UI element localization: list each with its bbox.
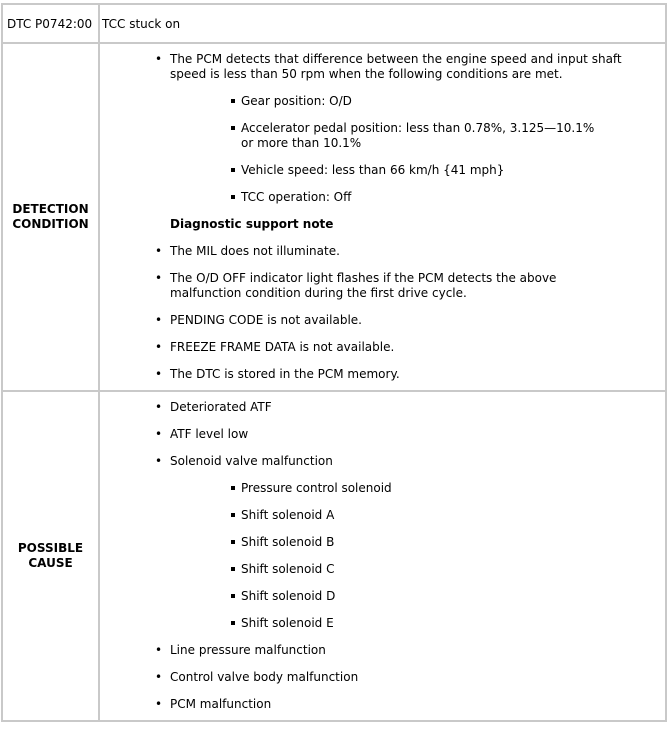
possible-cause-row [2, 391, 666, 721]
detection-main-item: • The PCM detects that difference between the engine speed and input shaft speed is less than 50 rpm when the following conditions are met. [100, 52, 665, 82]
condition-item: Vehicle speed: less than 66 km/h {41 mph} [100, 163, 665, 178]
solenoid-item: Shift solenoid B [100, 535, 665, 550]
condition-item: TCC operation: Off [100, 190, 665, 205]
note-item: • FREEZE FRAME DATA is not available. [100, 340, 665, 355]
diagnostic-notes-list [100, 244, 665, 382]
dtc-table [1, 3, 667, 722]
solenoid-item: Pressure control solenoid [100, 481, 665, 496]
solenoid-item: Shift solenoid E [100, 616, 665, 631]
cause-label-line2: CAUSE [28, 556, 73, 570]
cause-label-line1: POSSIBLE [17, 541, 84, 555]
header-row [2, 4, 666, 43]
detection-condition-label [2, 43, 99, 391]
note-item: • The DTC is stored in the PCM memory. [100, 367, 665, 382]
cause-item: • Line pressure malfunction [100, 643, 665, 658]
note-item: • The MIL does not illuminate. [100, 244, 665, 259]
cause-bottom-list [100, 643, 665, 712]
note-item: • PENDING CODE is not available. [100, 313, 665, 328]
detection-condition-content [99, 43, 666, 391]
detection-label-line2: CONDITION [12, 217, 89, 231]
detection-condition-row [2, 43, 666, 391]
cause-item: • Deteriorated ATF [100, 400, 665, 415]
detection-conditions-list [100, 94, 665, 205]
cause-item: • Control valve body malfunction [100, 670, 665, 685]
possible-cause-label [2, 391, 99, 721]
note-item: • The O/D OFF indicator light flashes if the PCM detects the above malfunction condition during the first drive cycle. [100, 271, 665, 301]
diagnostic-support-note-title: Diagnostic support note [170, 217, 334, 231]
solenoid-item: Shift solenoid D [100, 589, 665, 604]
solenoid-item: Shift solenoid C [100, 562, 665, 577]
detection-main-list [100, 52, 665, 82]
dtc-code: DTC P0742:00 [2, 4, 99, 43]
possible-cause-content [99, 391, 666, 721]
solenoid-item: Shift solenoid A [100, 508, 665, 523]
cause-item: • PCM malfunction [100, 697, 665, 712]
condition-item: Accelerator pedal position: less than 0.78%, 3.125—10.1% or more than 10.1% [100, 121, 665, 151]
cause-item: • Solenoid valve malfunction [100, 454, 665, 469]
dtc-title: TCC stuck on [99, 4, 666, 43]
detection-label-line1: DETECTION [12, 202, 89, 216]
condition-item: Gear position: O/D [100, 94, 665, 109]
cause-item: • ATF level low [100, 427, 665, 442]
solenoid-list [100, 481, 665, 631]
cause-top-list [100, 400, 665, 469]
